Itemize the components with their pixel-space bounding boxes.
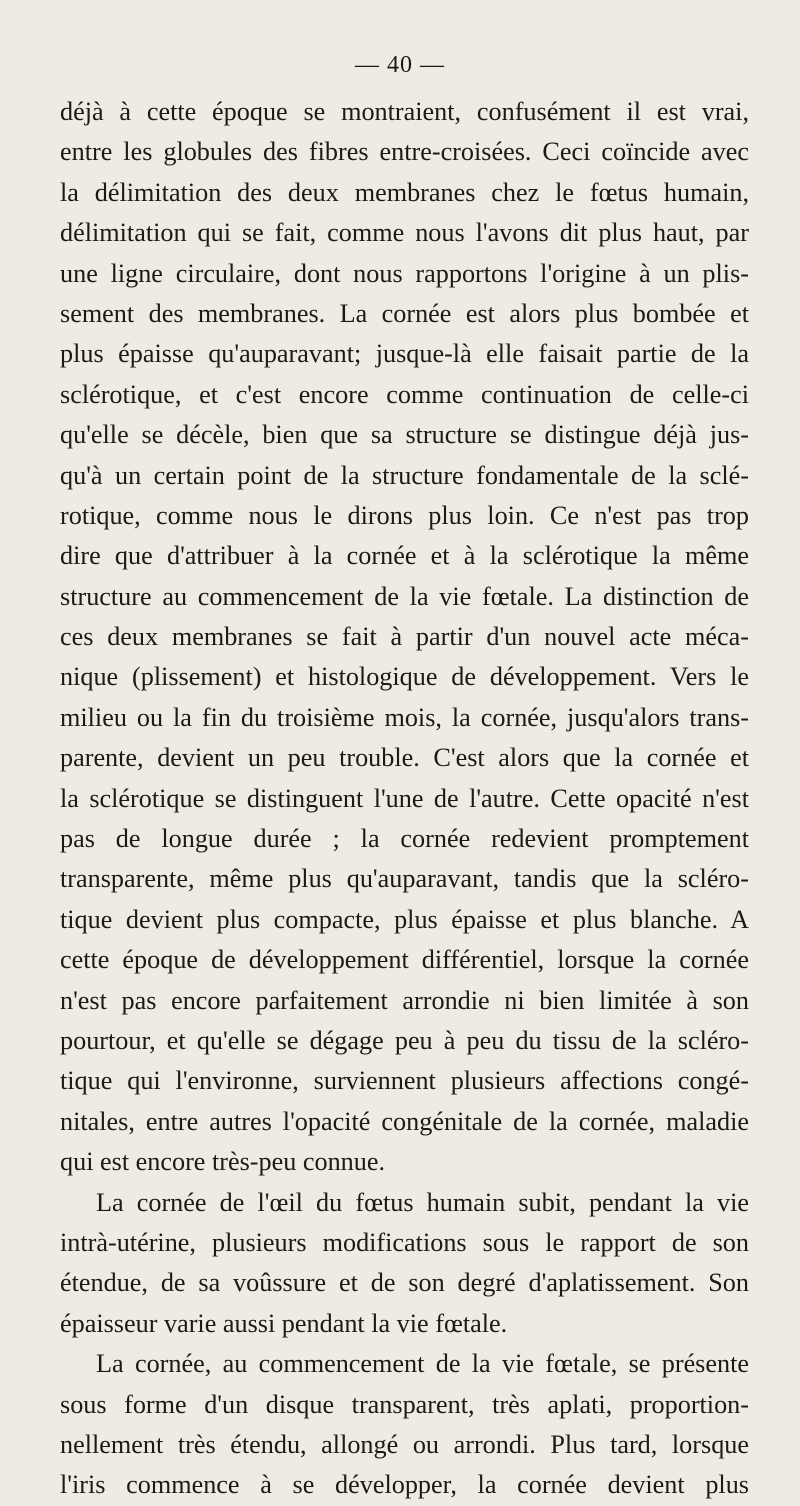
text-line: tique qui l'environne, surviennent plusieurs affections congé- [60,1066,749,1096]
text-line: nellement très étendu, allongé ou arrondi. Plus tard, lorsque [60,1429,749,1459]
text-line: nique (plissement) et histologique de développement. Vers le [60,662,749,692]
text-line: qu'elle se décèle, bien que sa structure se distingue déjà jus- [60,420,749,450]
text-line: transparente, même plus qu'auparavant, tandis que la scléro- [60,864,749,894]
text-line: rotique, comme nous le dirons plus loin. Ce n'est pas trop [60,500,749,530]
text-line: pourtour, et qu'elle se dégage peu à peu du tissu de la scléro- [60,1025,749,1055]
text-line: parente, devient un peu trouble. C'est alors que la cornée et [60,743,749,773]
text-line: une ligne circulaire, dont nous rapportons l'origine à un plis- [60,258,749,288]
text-line: sous forme d'un disque transparent, très aplati, proportion- [60,1389,749,1419]
text-line: ces deux membranes se fait à partir d'un nouvel acte méca- [60,622,749,652]
text-line: entre les globules des fibres entre-croisées. Ceci coïncide avec [60,137,749,167]
text-line: plus épaisse qu'auparavant; jusque-là elle faisait partie de la [60,339,749,369]
text-line: qui est encore très-peu connue. [60,1147,386,1177]
text-line: intrà-utérine, plusieurs modifications sous le rapport de son [60,1227,749,1257]
text-line: délimitation qui se fait, comme nous l'avons dit plus haut, par [60,218,749,248]
text-line: tique devient plus compacte, plus épaisse et plus blanche. A [60,904,749,934]
text-line: étendue, de sa voûssure et de son degré d'aplatissement. Son [60,1268,749,1298]
text-line: l'iris commence à se développer, la cornée devient plus [60,1470,749,1500]
text-line: qu'à un certain point de la structure fondamentale de la sclé- [60,460,749,490]
text-line: épaisseur varie aussi pendant la vie fœtale. [60,1308,508,1338]
text-line: La cornée de l'œil du fœtus humain subit, pendant la vie [96,1187,749,1217]
text-line: La cornée, au commencement de la vie fœtale, se présente [96,1349,749,1379]
text-line: milieu ou la fin du troisième mois, la cornée, jusqu'alors trans- [60,702,749,732]
text-line: structure au commencement de la vie fœtale. La distinction de [60,581,749,611]
text-line: nitales, entre autres l'opacité congénitale de la cornée, maladie [60,1106,749,1136]
text-line: n'est pas encore parfaitement arrondie ni bien limitée à son [60,985,749,1015]
text-line: sement des membranes. La cornée est alors plus bombée et [60,298,749,328]
page-number: — 40 — [355,52,445,78]
body-text [60,92,749,1506]
text-line: sclérotique, et c'est encore comme continuation de celle-ci [60,379,749,409]
text-line: dire que d'attribuer à la cornée et à la sclérotique la même [60,541,749,571]
text-line: la délimitation des deux membranes chez le fœtus humain, [60,177,749,207]
text-line: la sclérotique se distinguent l'une de l'autre. Cette opacité n'est [60,783,749,813]
text-line: cette époque de développement différentiel, lorsque la cornée [60,945,749,975]
text-line: pas de longue durée ; la cornée redevient promptement [60,824,749,854]
text-line: déjà à cette époque se montraient, confusément il est vrai, [60,97,749,126]
